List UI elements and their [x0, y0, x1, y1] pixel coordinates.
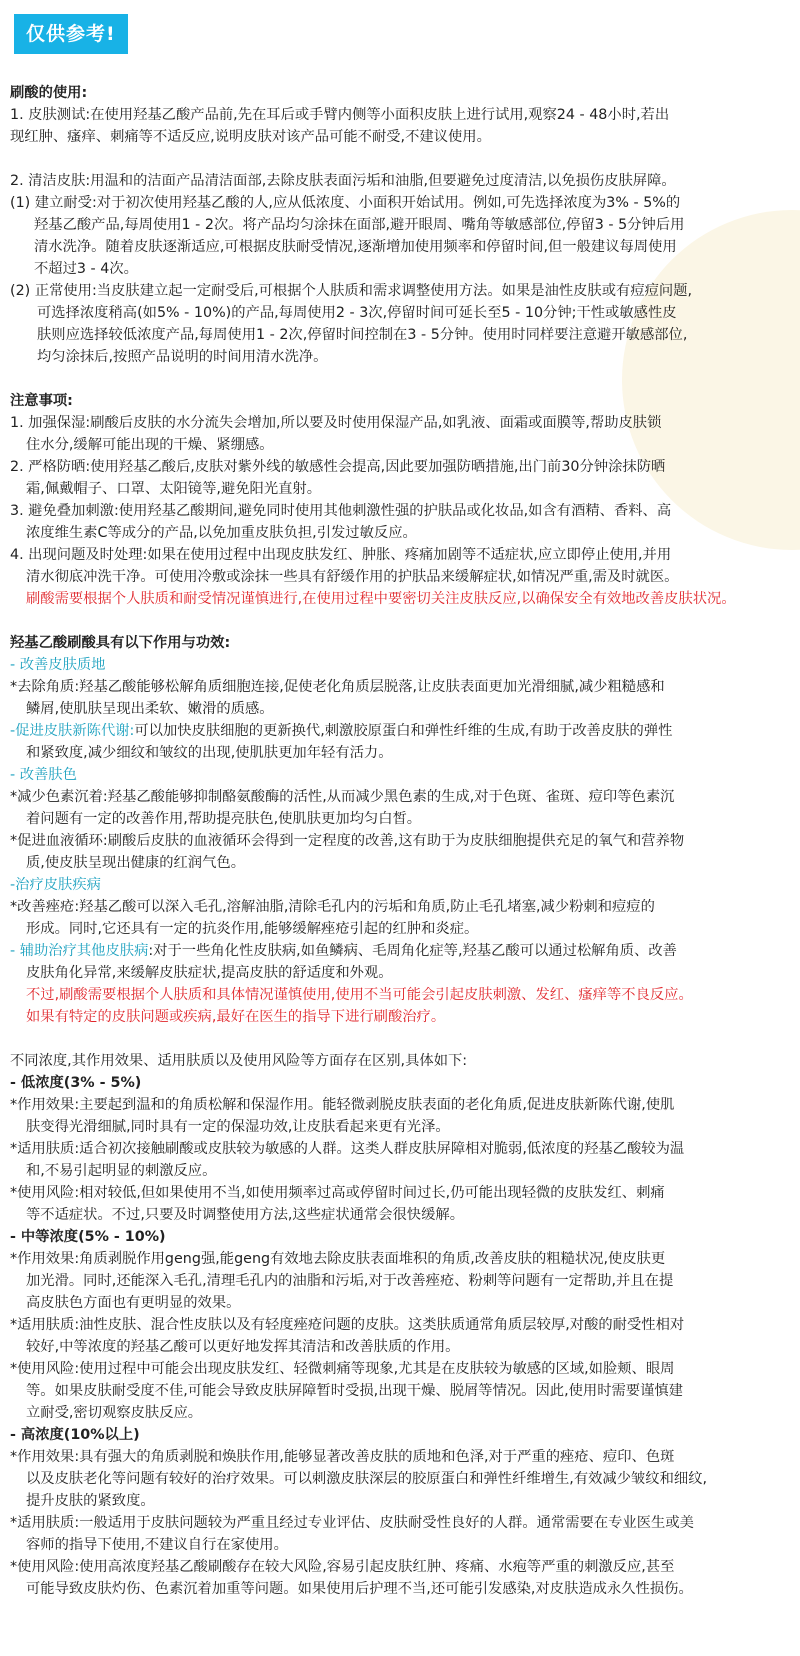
usage-line: 2. 清洁皮肤:用温和的洁面产品清洁面部,去除皮肤表面污垢和油脂,但要避免过度清洁,以免损伤皮肤屏障。 — [10, 173, 676, 189]
usage-title: 刷酸的使用: — [10, 85, 88, 101]
concentration-line: 容师的指导下使用,不建议自行在家使用。 — [26, 1537, 288, 1553]
concentration-line: 提升皮肤的紧致度。 — [26, 1493, 155, 1509]
concentration-line: *作用效果:具有强大的角质剥脱和焕肤作用,能够显著改善皮肤的质地和色泽,对于严重的痤疮、痘印、色斑 — [10, 1449, 675, 1465]
concentration-line: *使用风险:使用高浓度羟基乙酸刷酸存在较大风险,容易引起皮肤红肿、疼痛、水疱等严重的刺激反应,甚至 — [10, 1559, 675, 1575]
effects-line: 皮肤角化异常,来缓解皮肤症状,提高皮肤的舒适度和外观。 — [26, 965, 393, 981]
caution-line: 4. 出现问题及时处理:如果在使用过程中出现皮肤发红、肿胀、疼痛加剧等不适症状,应立即停止使用,并用 — [10, 547, 672, 563]
concentration-line: *作用效果:角质剥脱作用geng强,能geng有效地去除皮肤表面堆积的角质,改善皮肤的粗糙状况,使皮肤更 — [10, 1251, 666, 1267]
effects-line: 质,使皮肤呈现出健康的红润气色。 — [26, 855, 245, 871]
caution-line: 浓度维生素C等成分的产品,以免加重皮肤负担,引发过敏反应。 — [26, 525, 417, 541]
effects-title: 羟基乙酸刷酸具有以下作用与功效: — [10, 635, 231, 651]
effects-line: 鳞屑,使肌肤呈现出柔软、嫩滑的质感。 — [26, 701, 274, 717]
usage-line: 可选择浓度稍高(如5% - 10%)的产品,每周使用2 - 3次,停留时间可延长至5 - 10分钟;干性或敏感性皮 — [37, 305, 677, 321]
concentration-line: 加光滑。同时,还能深入毛孔,清理毛孔内的油脂和污垢,对于改善痤疮、粉刺等问题有一定帮助,并且在提 — [26, 1273, 674, 1289]
effects-line: *改善痤疮:羟基乙酸可以深入毛孔,溶解油脂,清除毛孔内的污垢和角质,防止毛孔堵塞,减少粉刺和痘痘的 — [10, 899, 655, 915]
caution-line: 3. 避免叠加刺激:使用羟基乙酸期间,避免同时使用其他刺激性强的护肤品或化妆品,如含有酒精、香料、高 — [10, 503, 672, 519]
concentration-line: *适用肤质:适合初次接触刷酸或皮肤较为敏感的人群。这类人群皮肤屏障相对脆弱,低浓度的羟基乙酸较为温 — [10, 1141, 685, 1157]
caution-warning: 刷酸需要根据个人肤质和耐受情况谨慎进行,在使用过程中要密切关注皮肤反应,以确保安全有效地改善皮肤状况。 — [26, 591, 736, 607]
usage-line: 清水洗净。随着皮肤逐渐适应,可根据皮肤耐受情况,逐渐增加使用频率和停留时间,但一般建议每周使用 — [34, 239, 677, 255]
cautions-title: 注意事项: — [10, 393, 73, 409]
effects-line: 着问题有一定的改善作用,帮助提亮肤色,使肌肤更加均匀白皙。 — [26, 811, 422, 827]
concentration-line: 和,不易引起明显的刺激反应。 — [26, 1163, 217, 1179]
effects-warning: 不过,刷酸需要根据个人肤质和具体情况谨慎使用,使用不当可能会引起皮肤刺激、发红、瘙痒等不良反应。 — [26, 987, 693, 1003]
concentration-line: 较好,中等浓度的羟基乙酸可以更好地发挥其清洁和改善肤质的作用。 — [26, 1339, 460, 1355]
effects-line: *促进血液循环:刷酸后皮肤的血液循环会得到一定程度的改善,这有助于为皮肤细胞提供充足的氧气和营养物 — [10, 833, 685, 849]
concentration-line: *适用肤质:一般适用于皮肤问题较为严重且经过专业评估、皮肤耐受性良好的人群。通常需要在专业医生或美 — [10, 1515, 694, 1531]
caution-line: 2. 严格防晒:使用羟基乙酸后,皮肤对紫外线的敏感性会提高,因此要加强防晒措施,出门前30分钟涂抹防晒 — [10, 459, 666, 475]
usage-line: 均匀涂抹后,按照产品说明的时间用清水洗净。 — [37, 349, 328, 365]
concentration-line: *适用肤质:油性皮肤、混合性皮肤以及有轻度痤疮问题的皮肤。这类肤质通常角质层较厚,对酸的耐受性相对 — [10, 1317, 685, 1333]
concentration-line: 可能导致皮肤灼伤、色素沉着加重等问题。如果使用后护理不当,还可能引发感染,对皮肤造成永久性损伤。 — [26, 1581, 693, 1597]
caution-line: 霜,佩戴帽子、口罩、太阳镜等,避免阳光直射。 — [26, 481, 322, 497]
effects-subheading: - 辅助治疗其他皮肤病 — [10, 943, 149, 959]
effects-subheading: - 改善肤色 — [10, 767, 77, 783]
usage-line: 1. 皮肤测试:在使用羟基乙酸产品前,先在耳后或手臂内侧等小面积皮肤上进行试用,观察24 - 48小时,若出 — [10, 107, 670, 123]
usage-line: 肤则应选择较低浓度产品,每周使用1 - 2次,停留时间控制在3 - 5分钟。使用时同样要注意避开敏感部位, — [37, 327, 688, 343]
usage-line: 现红肿、瘙痒、刺痛等不适反应,说明皮肤对该产品可能不耐受,不建议使用。 — [10, 129, 491, 145]
concentration-line: 等不适症状。不过,只要及时调整使用方法,这些症状通常会很快缓解。 — [26, 1207, 464, 1223]
effects-warning: 如果有特定的皮肤问题或疾病,最好在医生的指导下进行刷酸治疗。 — [26, 1009, 446, 1025]
caution-line: 1. 加强保湿:刷酸后皮肤的水分流失会增加,所以要及时使用保湿产品,如乳液、面霜或面膜等,帮助皮肤锁 — [10, 415, 662, 431]
reference-only-badge: 仅供参考! — [14, 14, 128, 54]
mid-concentration-title: - 中等浓度(5% - 10%) — [10, 1229, 166, 1245]
concentration-line: 立耐受,密切观察皮肤反应。 — [26, 1405, 203, 1421]
effects-line: 形成。同时,它还具有一定的抗炎作用,能够缓解痤疮引起的红肿和炎症。 — [26, 921, 479, 937]
effects-line: *去除角质:羟基乙酸能够松解角质细胞连接,促使老化角质层脱落,让皮肤表面更加光滑细腻,减少粗糙感和 — [10, 679, 665, 695]
effects-line: 和紧致度,减少细纹和皱纹的出现,使肌肤更加年轻有活力。 — [26, 745, 393, 761]
concentration-line: 肤变得光滑细腻,同时具有一定的保湿功效,让皮肤看起来更有光泽。 — [26, 1119, 450, 1135]
concentration-line: 等。如果皮肤耐受度不佳,可能会导致皮肤屏障暂时受损,出现干燥、脱屑等情况。因此,使用时需要谨慎建 — [26, 1383, 683, 1399]
concentration-line: 高皮肤色方面也有更明显的效果。 — [26, 1295, 241, 1311]
usage-line: 不超过3 - 4次。 — [34, 261, 138, 277]
concentration-line: *使用风险:使用过程中可能会出现皮肤发红、轻微刺痛等现象,尤其是在皮肤较为敏感的区域,如脸颊、眼周 — [10, 1361, 675, 1377]
effects-line: - 辅助治疗其他皮肤病:对于一些角化性皮肤病,如鱼鳞病、毛周角化症等,羟基乙酸可以通过松解角质、改善 — [10, 943, 677, 959]
usage-line: 羟基乙酸产品,每周使用1 - 2次。将产品均匀涂抹在面部,避开眼周、嘴角等敏感部位,停留3 - 5分钟后用 — [34, 217, 685, 233]
concentration-line: 以及皮肤老化等问题有较好的治疗效果。可以刺激皮肤深层的胶原蛋白和弹性纤维增生,有效减少皱纹和细纹, — [26, 1471, 708, 1487]
concentration-intro: 不同浓度,其作用效果、适用肤质以及使用风险等方面存在区别,具体如下: — [10, 1053, 468, 1069]
effects-subheading: -治疗皮肤疾病 — [10, 877, 101, 893]
concentration-line: *作用效果:主要起到温和的角质松解和保湿作用。能轻微剥脱皮肤表面的老化角质,促进皮肤新陈代谢,使肌 — [10, 1097, 675, 1113]
effects-subheading: - 改善皮肤质地 — [10, 657, 106, 673]
caution-line: 住水分,缓解可能出现的干燥、紧绷感。 — [26, 437, 274, 453]
effects-line: *减少色素沉着:羟基乙酸能够抑制酪氨酸酶的活性,从而减少黑色素的生成,对于色斑、雀斑、痘印等色素沉 — [10, 789, 675, 805]
concentration-line: *使用风险:相对较低,但如果使用不当,如使用频率过高或停留时间过长,仍可能出现轻微的皮肤发红、刺痛 — [10, 1185, 665, 1201]
caution-line: 清水彻底冲洗干净。可使用冷敷或涂抹一些具有舒缓作用的护肤品来缓解症状,如情况严重,需及时就医。 — [26, 569, 679, 585]
high-concentration-title: - 高浓度(10%以上) — [10, 1427, 140, 1443]
effects-subheading: -促进皮肤新陈代谢: — [10, 723, 135, 739]
usage-line: (1) 建立耐受:对于初次使用羟基乙酸的人,应从低浓度、小面积开始试用。例如,可先选择浓度为3% - 5%的 — [10, 195, 681, 211]
low-concentration-title: - 低浓度(3% - 5%) — [10, 1075, 142, 1091]
usage-line: (2) 正常使用:当皮肤建立起一定耐受后,可根据个人肤质和需求调整使用方法。如果是油性皮肤或有痘痘问题, — [10, 283, 693, 299]
article-body — [10, 82, 792, 1600]
effects-line: -促进皮肤新陈代谢:可以加快皮肤细胞的更新换代,刺激胶原蛋白和弹性纤维的生成,有助于改善皮肤的弹性 — [10, 723, 673, 739]
